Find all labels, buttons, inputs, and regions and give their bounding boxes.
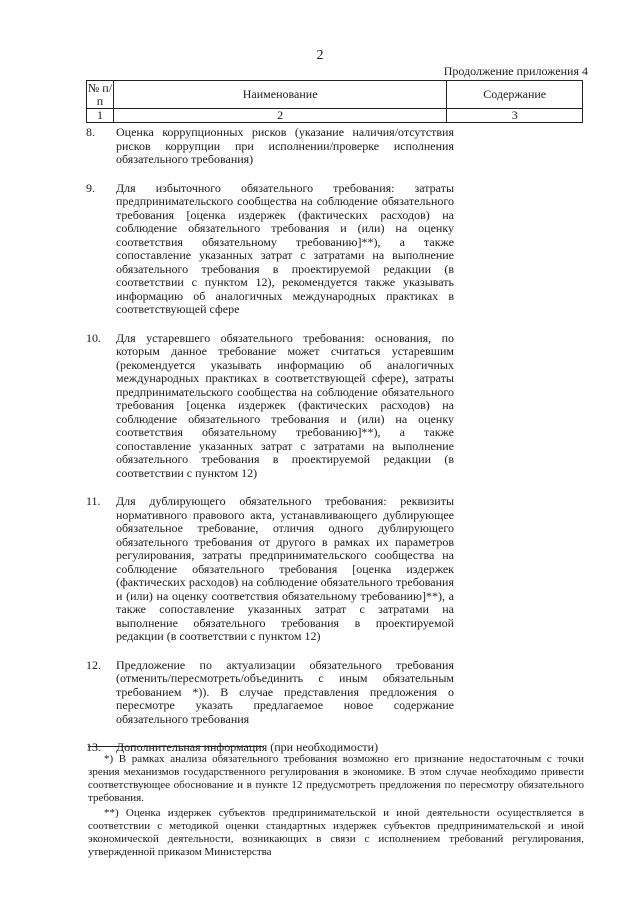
item-number: 9. [86, 180, 95, 195]
item-text: Дополнительная информация (при необходимости) [116, 740, 379, 754]
col-num-header: № п/п [87, 80, 113, 108]
page-number: 2 [316, 48, 324, 63]
continuation-label: Продолжение приложения 4 [443, 64, 588, 78]
item-text: Для устаревшего обязательного требования: основания, по которым данное требование может считаться устаревшим (рекомендуется указывать информацию об аналогичных международных практиках в соответствующей сфере), затраты предпринимательского сообщества на соблюдение обязательного требования [оценка издержек (фактических расходов) на соблюдение обязательного требования и (или) на оценку соответствия обязательному требованию]**), а также сопоставление указанных затрат с затратами на выполнение обязательного требования в проектируемой редакции (в соответствии с пунктом 12) [116, 330, 454, 480]
item-number: 13. [86, 740, 101, 754]
item-text: Оценка коррупционных рисков (указание наличия/отсутствия рисков коррупции при исполнении/проверке исполнения обязательного требования) [116, 125, 454, 166]
col-index-2: 2 [113, 109, 447, 123]
footnote-2: **) Оценка издержек субъектов предпринимательской и иной деятельности осуществляется в соответствии с методикой оценки стандартных издержек субъектов предпринимательской и иной экономической деятельности, возникающих в связи с исполнением требований регулирования, утвержденной приказом Министерства [88, 807, 584, 858]
col-index-3: 3 [447, 109, 583, 123]
item-text: Для дублирующего обязательного требования: реквизиты нормативного правового акта, устанавливающего дублирующее обязательное требование, отличия одного дублирующего обязательного требования от другого в рамках их параметров регулирования, затраты предпринимательского сообщества на соблюдение обязательного требования [оценка издержек (фактических расходов) на соблюдение обязательного требования и (или) на оценку соответствия обязательному требованию]**), а также сопоставление указанных затрат с затратами на выполнение обязательного требования в проектируемой редакции (в соответствии с пунктом 12) [116, 494, 454, 643]
table-header [86, 80, 583, 123]
footnote-1: *) В рамках анализа обязательного требования возможно его признание недостаточным с точки зрения механизмов государственного регулирования в экономике. В этом случае необходимо привести соответствующее обоснование и в пункте 12 предусмотреть предложения по пересмотру обязательного требования. [88, 753, 584, 804]
item-number: 12. [86, 657, 101, 672]
item-text: Для избыточного обязательного требования: затраты предпринимательского сообщества на соблюдение обязательного требования [оценка издержек (фактических расходов) на соблюдение обязательного требования и (или) на оценку соответствия обязательному требованию]**), а также сопоставление указанных затрат с затратами на выполнение обязательного требования в проектируемой редакции (в соответствии с пунктом 12), рекомендуется также указывать информацию об аналогичных международных практиках в соответствующей сфере [116, 180, 454, 316]
footnote-divider [88, 746, 264, 747]
col-name-header: Наименование [113, 81, 447, 109]
list-item [86, 182, 454, 317]
footnotes [88, 753, 584, 861]
item-number: 11. [86, 494, 101, 508]
col-content-header: Содержание [447, 81, 583, 109]
list-item [86, 126, 454, 167]
list-item [86, 332, 454, 481]
item-number: 8. [86, 125, 95, 139]
col-index-1: 1 [87, 109, 114, 123]
list-item [86, 495, 454, 644]
item-number: 10. [86, 330, 101, 345]
items-list [86, 126, 454, 770]
item-text: Предложение по актуализации обязательного требования (отменить/пересмотреть/объединить с иным обязательным требованием *)). В случае представления предложения о пересмотре указать предлагаемое новое содержание обязательного требования [116, 657, 454, 726]
list-item [86, 659, 454, 727]
